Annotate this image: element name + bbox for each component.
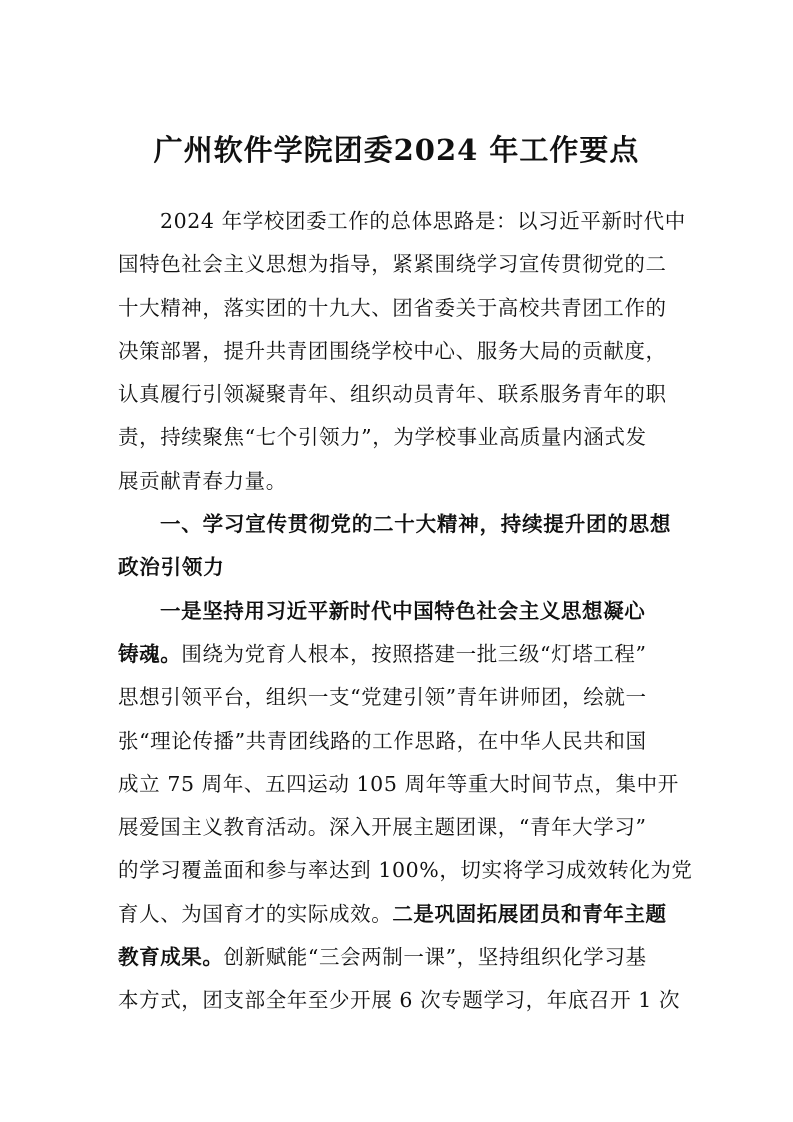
document-title: 广州软件学院团委2024 年工作要点: [153, 133, 640, 167]
body-line: 展爱国主义教育活动。深入开展主题团课，“青年大学习”: [118, 815, 647, 840]
body-line: 展贡献青春力量。: [118, 468, 287, 493]
bold-lead: 一是坚持用习近平新时代中国特色社会主义思想凝心: [160, 598, 646, 623]
body-line: 的学习覆盖面和参与率达到 100%，切实将学习成效转化为党: [118, 858, 693, 883]
body-line: 十大精神，落实团的十九大、团省委关于高校共青团工作的: [118, 295, 667, 320]
body-line: 本方式，团支部全年至少开展 6 次专题学习，年底召开 1 次: [118, 988, 681, 1013]
body-line: 决策部署，提升共青团围绕学校中心、服务大局的贡献度，: [118, 338, 667, 363]
body-line: 思想引领平台，组织一支“党建引领”青年讲师团，绘就一: [118, 685, 647, 710]
section-heading: 政治引领力: [118, 555, 225, 580]
section-heading: 一、学习宣传贯彻党的二十大精神，持续提升团的思想: [160, 512, 672, 537]
bold-lead: 铸魂。: [118, 641, 182, 666]
bold-lead: 二是巩固拓展团员和青年主题: [392, 901, 667, 926]
body-line: 2024 年学校团委工作的总体思路是：以习近平新时代中: [160, 209, 686, 233]
bold-lead: 教育成果。: [118, 945, 224, 970]
body-line: 育人、为国育才的实际成效。二是巩固拓展团员和青年主题: [118, 901, 667, 926]
body-line: 认真履行引领凝聚青年、组织动员青年、联系服务青年的职: [118, 382, 667, 407]
document-body: [118, 200, 693, 1023]
body-line: [118, 590, 678, 633]
body-line: 成立 75 周年、五四运动 105 周年等重大时间节点，集中开: [118, 771, 679, 796]
body-line: 铸魂。围绕为党育人根本，按照搭建一批三级“灯塔工程”: [118, 641, 647, 666]
body-line: 张“理论传播”共青团线路的工作思路，在中华人民共和国: [118, 728, 647, 753]
body-line: 国特色社会主义思想为指导，紧紧围绕学习宣传贯彻党的二: [118, 252, 667, 277]
body-line: 责，持续聚焦“七个引领力”，为学校事业高质量内涵式发: [118, 425, 647, 450]
body-line: 教育成果。创新赋能“三会两制一课”，坚持组织化学习基: [118, 945, 647, 970]
